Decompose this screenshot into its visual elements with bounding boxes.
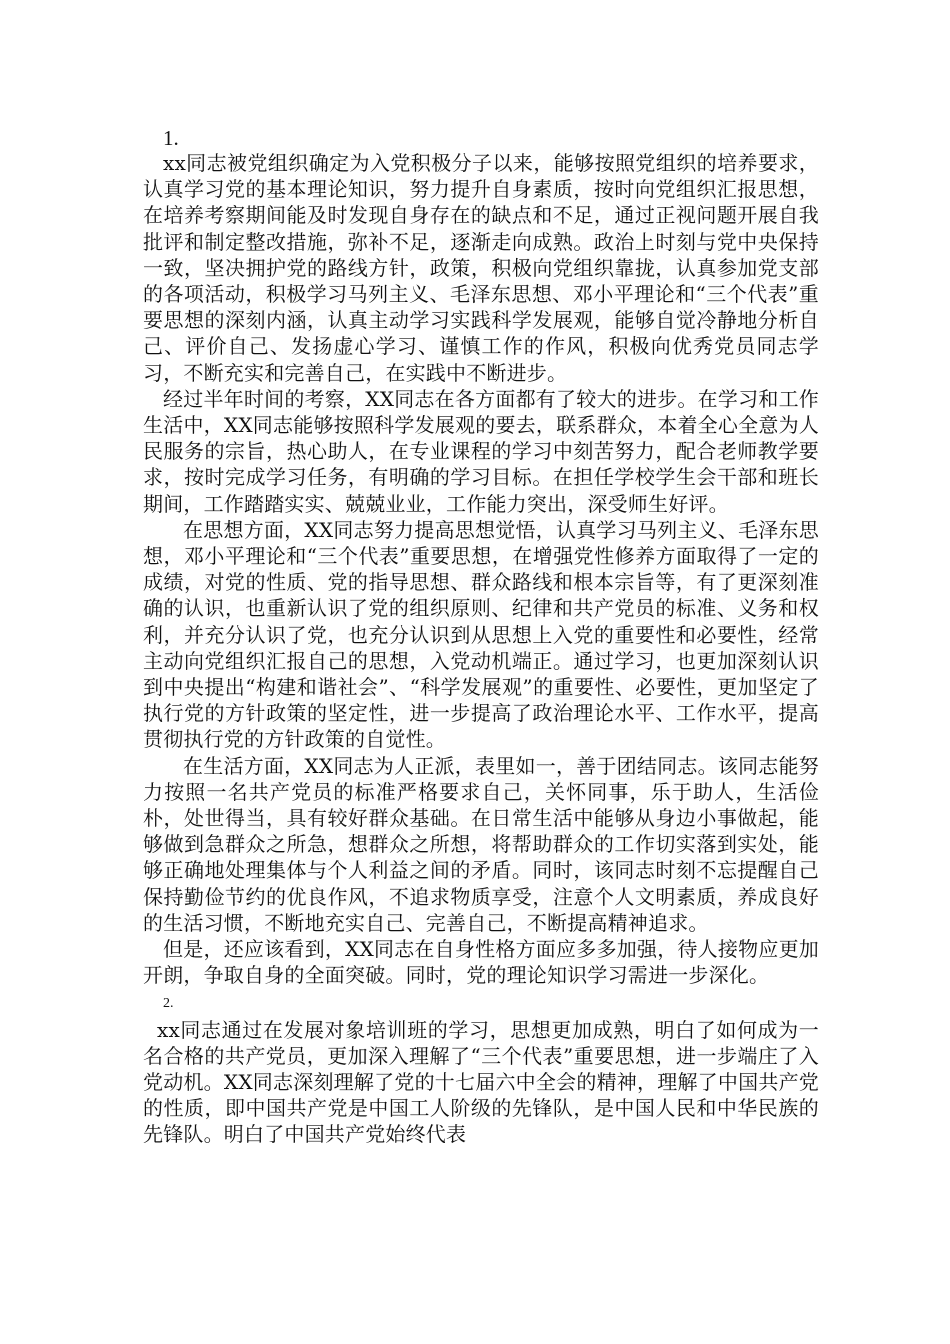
paragraph: 在生活方面，XX同志为人正派，表里如一，善于团结同志。该同志能努力按照一名共产党员的标准严格要求自己，关怀同事，乐于助人，生活俭朴，处世得当，具有较好群众基础。在日常生活中能够从身边小事做起，能够做到急群众之所急，想群众之所想，将帮助群众的工作切实落到实处，能够正确地处理集体与个人利益之间的矛盾。同时，该同志时刻不忘提醒自己保持勤俭节约的优良作风，不追求物质享受，注意个人文明素质，养成良好的生活习惯，不断地充实自己、完善自己，不断提高精神追求。 — [143, 753, 819, 935]
section-number: 2. — [163, 995, 174, 1011]
document-page — [143, 124, 819, 1148]
paragraph: xx同志被党组织确定为入党积极分子以来，能够按照党组织的培养要求，认真学习党的基本理论知识，努力提升自身素质，按时向党组织汇报思想，在培养考察期间能及时发现自身存在的缺点和不足，通过正视问题开展自我批评和制定整改措施，弥补不足，逐渐走向成熟。政治上时刻与党中央保持一致，坚决拥护党的路线方针，政策，积极向党组织靠拢，认真参加党支部的各项活动，积极学习马列主义、毛泽东思想、邓小平理论和“三个代表”重要思想的深刻内涵，认真主动学习实践科学发展观，能够自觉冷静地分析自己、评价自己、发扬虚心学习、谨慎工作的作风，积极向优秀党员同志学习，不断充实和完善自己，在实践中不断进步。 — [143, 151, 819, 385]
section-number: 1. — [163, 126, 179, 150]
paragraph: 但是，还应该看到，XX同志在自身性格方面应多多加强，待人接物应更加开朗，争取自身的全面突破。同时，党的理论知识学习需进一步深化。 — [143, 937, 819, 988]
paragraph: xx同志通过在发展对象培训班的学习，思想更加成熟，明白了如何成为一名合格的共产党员，更加深入理解了“三个代表”重要思想，进一步端庄了入党动机。XX同志深刻理解了党的十七届六中全会的精神，理解了中国共产党的性质，即中国共产党是中国工人阶级的先锋队，是中国人民和中华民族的先锋队。明白了中国共产党始终代表 — [143, 1017, 819, 1147]
paragraph: 在思想方面，XX同志努力提高思想觉悟，认真学习马列主义、毛泽东思想，邓小平理论和“三个代表”重要思想，在增强党性修养方面取得了一定的成绩，对党的性质、党的指导思想、群众路线和根本宗旨等，有了更深刻准确的认识，也重新认识了党的组织原则、纪律和共产党员的标准、义务和权利，并充分认识了党，也充分认识到从思想上入党的重要性和必要性，经常主动向党组织汇报自己的思想，入党动机端正。通过学习，也更加深刻认识到中央提出“构建和谐社会”、“科学发展观”的重要性、必要性，更加坚定了执行党的方针政策的坚定性，进一步提高了政治理论水平、工作水平，提高贯彻执行党的方针政策的自觉性。 — [143, 517, 819, 752]
paragraph: 经过半年时间的考察，XX同志在各方面都有了较大的进步。在学习和工作生活中，XX同志能够按照科学发展观的要去，联系群众，本着全心全意为人民服务的宗旨，热心助人，在专业课程的学习中刻苦努力，配合老师教学要求，按时完成学习任务，有明确的学习目标。在担任学校学生会干部和班长期间，工作踏踏实实、兢兢业业，工作能力突出，深受师生好评。 — [143, 386, 819, 516]
